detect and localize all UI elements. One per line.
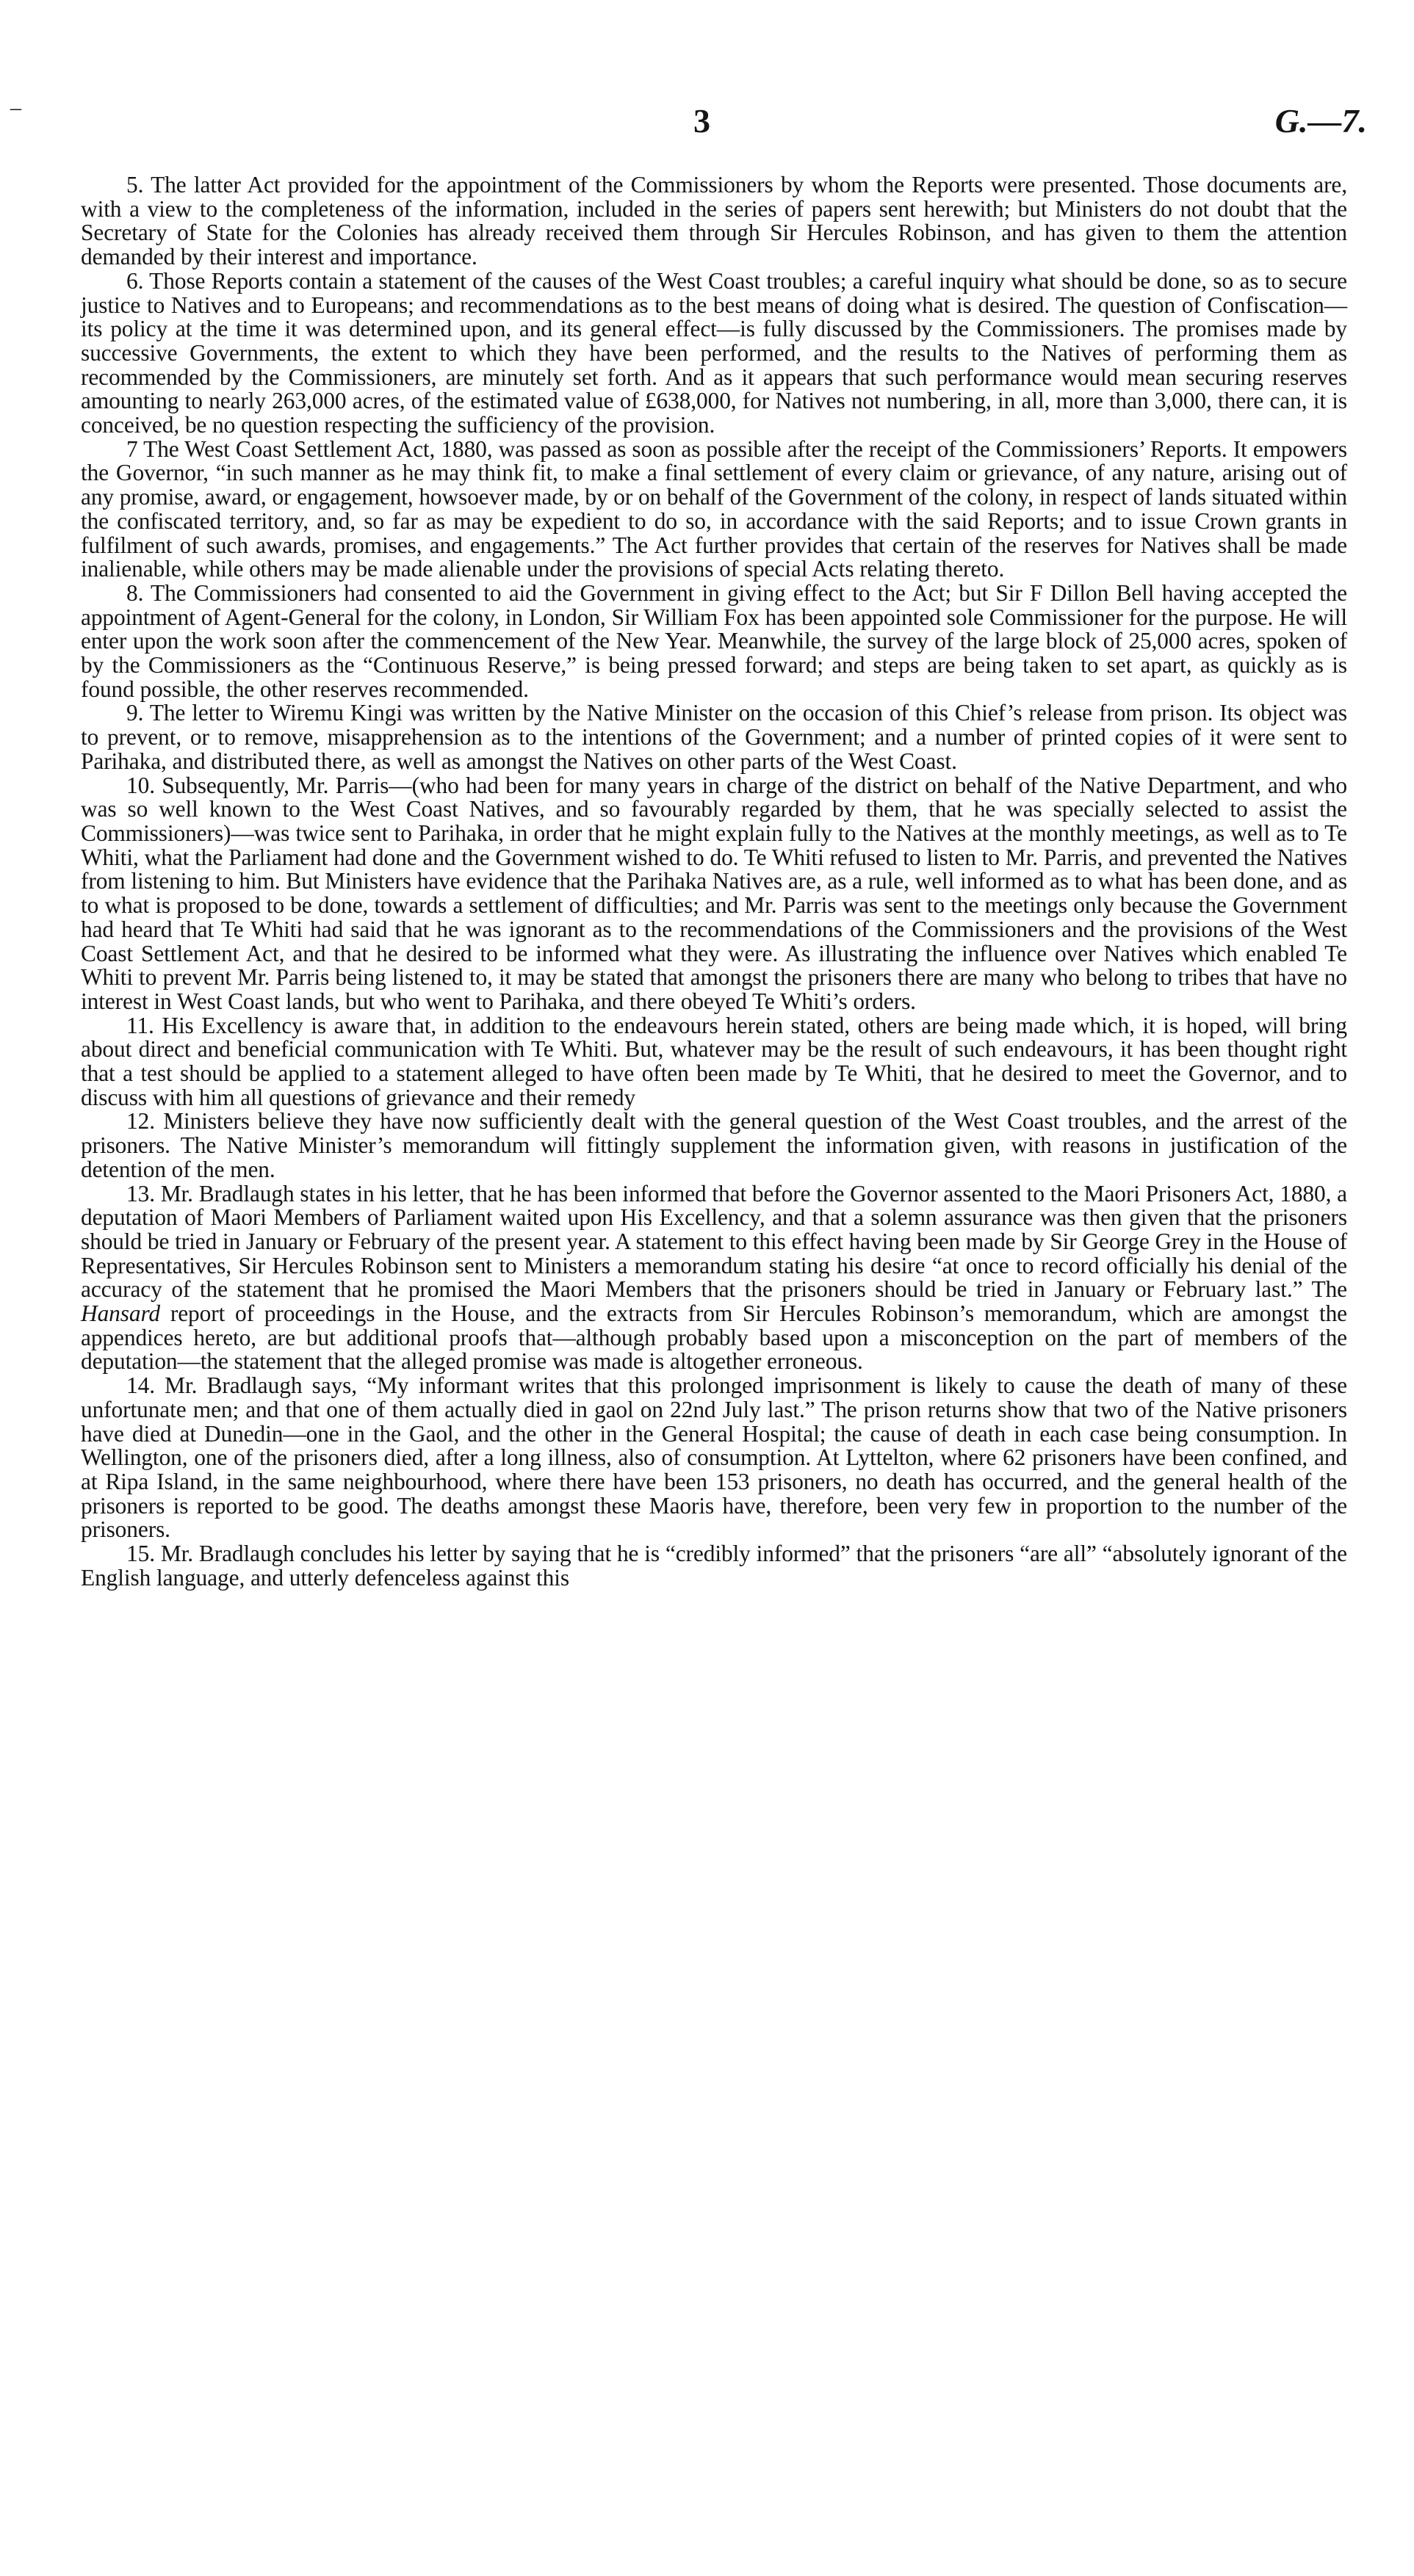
- paragraph-9: 9. The letter to Wiremu Kingi was written by the Native Minister on the occasion of this Chief’s release from prison. Its object was to prevent, or to remove, misapprehension as to the intentions of the Government; and a number of printed copies of it were sent to Parihaka, and distributed there, as well as amongst the Natives on other parts of the West Coast.: [81, 700, 1347, 774]
- page-number: 3: [693, 102, 710, 140]
- paragraph-12: 12. Ministers believe they have now sufficiently dealt with the general question of the West Coast troubles, and the arrest of the prisoners. The Native Minister’s memorandum will fittingly supplement the information given, with reasons in justification of the detention of the men.: [81, 1108, 1347, 1182]
- paragraph-6: 6. Those Reports contain a statement of the causes of the West Coast troubles; a careful inquiry what should be done, so as to secure justice to Natives and to Europeans; and recommendations as to the best means of doing what is desired. The question of Confiscation—its policy at the time it was determined upon, and its general effect—is fully discussed by the Commissioners. The promises made by successive Governments, the extent to which they have been performed, and the results to the Natives of performing them as recommended by the Commissioners, are minutely set forth. And as it appears that such performance would mean securing reserves amounting to nearly 263,000 acres, of the estimated value of £638,000, for Natives not numbering, in all, more than 3,000, there can, it is conceived, be no question respecting the sufficiency of the provision.: [81, 267, 1347, 438]
- paragraph-13-text-after: report of proceedings in the House, and the extracts from Sir Hercules Robinson’s memorandum, which are amongst the appendices hereto, are but additional proofs that—although probably based upon a misconception on the part of members of the deputation—the statement that the alleged promise was made is altogether erroneous.: [81, 1300, 1347, 1375]
- corner-mark: ‒: [10, 95, 21, 120]
- paragraph-8: 8. The Commissioners had consented to aid the Government in giving effect to the Act; but Sir F Dillon Bell having accepted the appointment of Agent-General for the colony, in London, Sir William Fox has been appointed sole Commissioner for the purpose. He will enter upon the work soon after the commencement of the New Year. Meanwhile, the survey of the large block of 25,000 acres, spoken of by the Commissioners as the “Continuous Reserve,” is being pressed forward; and steps are being taken to set apart, as quickly as is found possible, the other reserves recommended.: [81, 579, 1347, 702]
- paragraph-11: 11. His Excellency is aware that, in addition to the endeavours herein stated, others are being made which, it is hoped, will bring about direct and beneficial communication with Te Whiti. But, whatever may be the result of such endeavours, it has been thought right that a test should be applied to a statement alleged to have often been made by Te Whiti, that he desired to meet the Governor, and to discuss with him all questions of grievance and their remedy: [81, 1012, 1347, 1110]
- document-reference: G.—7.: [1274, 102, 1367, 140]
- paragraph-13: [81, 1182, 1347, 1375]
- paragraph-13-text-before: 13. Mr. Bradlaugh states in his letter, that he has been informed that before the Governor assented to the Maori Prisoners Act, 1880, a deputation of Maori Members of Parliament waited upon His Excellency, and that a solemn assurance was then given that the prisoners should be tried in January or February of the present year. A statement to this effect having been made by Sir George Grey in the House of Representatives, Sir Hercules Robinson sent to Ministers a memorandum stating his desire “at once to record officially his denial of the accuracy of the statement that he promised the Maori Members that the prisoners should be tried in January or February last.” The: [81, 1180, 1347, 1303]
- paragraph-14: 14. Mr. Bradlaugh says, “My informant writes that this prolonged imprisonment is likely to cause the death of many of these unfortunate men; and that one of them actually died in gaol on 22nd July last.” The prison returns show that two of the Native prisoners have died at Dunedin—one in the Gaol, and the other in the General Hospital; the cause of death in each case being consumption. In Wellington, one of the prisoners died, after a long illness, also of consumption. At Lyttelton, where 62 prisoners have been confined, and at Ripa Island, in the same neighbourhood, where there have been 153 prisoners, no death has occurred, and the general health of the prisoners is reported to be good. The deaths amongst these Maoris have, therefore, been very few in proportion to the number of the prisoners.: [81, 1372, 1347, 1543]
- paragraph-10: 10. Subsequently, Mr. Parris—(who had been for many years in charge of the district on behalf of the Native Department, and who was so well known to the West Coast Natives, and so favourably regarded by them, that he was specially selected to assist the Commissioners)—was twice sent to Parihaka, in order that he might explain fully to the Natives at the monthly meetings, as well as to Te Whiti, what the Parliament had done and the Government wished to do. Te Whiti refused to listen to Mr. Parris, and prevented the Natives from listening to him. But Ministers have evidence that the Parihaka Natives are, as a rule, well informed as to what has been done, and as to what is proposed to be done, towards a settlement of difficulties; and Mr. Parris was sent to the meetings only because the Government had heard that Te Whiti had said that he was ignorant as to the recommendations of the Commissioners and the provisions of the West Coast Settlement Act, and that he desired to be informed what they were. As illustrating the influence over Natives which enabled Te Whiti to prevent Mr. Parris being listened to, it may be stated that amongst the prisoners there are many who belong to tribes that have no interest in West Coast lands, but who went to Parihaka, and there obeyed Te Whiti’s orders.: [81, 772, 1347, 1014]
- paragraph-15: 15. Mr. Bradlaugh concludes his letter by saying that he is “credibly informed” that the prisoners “are all” “absolutely ignorant of the English language, and utterly defenceless against this: [81, 1541, 1347, 1591]
- paragraph-5: 5. The latter Act provided for the appointment of the Commissioners by whom the Reports were presented. Those documents are, with a view to the completeness of the information, included in the series of papers sent herewith; but Ministers do not doubt that the Secretary of State for the Colonies has already received them through Sir Hercules Robinson, and has given to them the attention demanded by their interest and importance.: [81, 172, 1347, 270]
- hansard-italic: Hansard: [81, 1300, 161, 1327]
- body-text: [81, 173, 1347, 1590]
- paragraph-7: 7 The West Coast Settlement Act, 1880, was passed as soon as possible after the receipt of the Commissioners’ Reports. It empowers the Governor, “in such manner as he may think fit, to make a final settlement of every claim or grievance, of any nature, arising out of any promise, award, or engagement, howsoever made, by or on behalf of the Government of the colony, in respect of lands situated within the confiscated territory, and, so far as may be expedient to do so, in accordance with the said Reports; and to issue Crown grants in fulfilment of such awards, promises, and engagements.” The Act further provides that certain of the reserves for Natives shall be made inalienable, while others may be made alienable under the provisions of special Acts relating thereto.: [81, 435, 1347, 582]
